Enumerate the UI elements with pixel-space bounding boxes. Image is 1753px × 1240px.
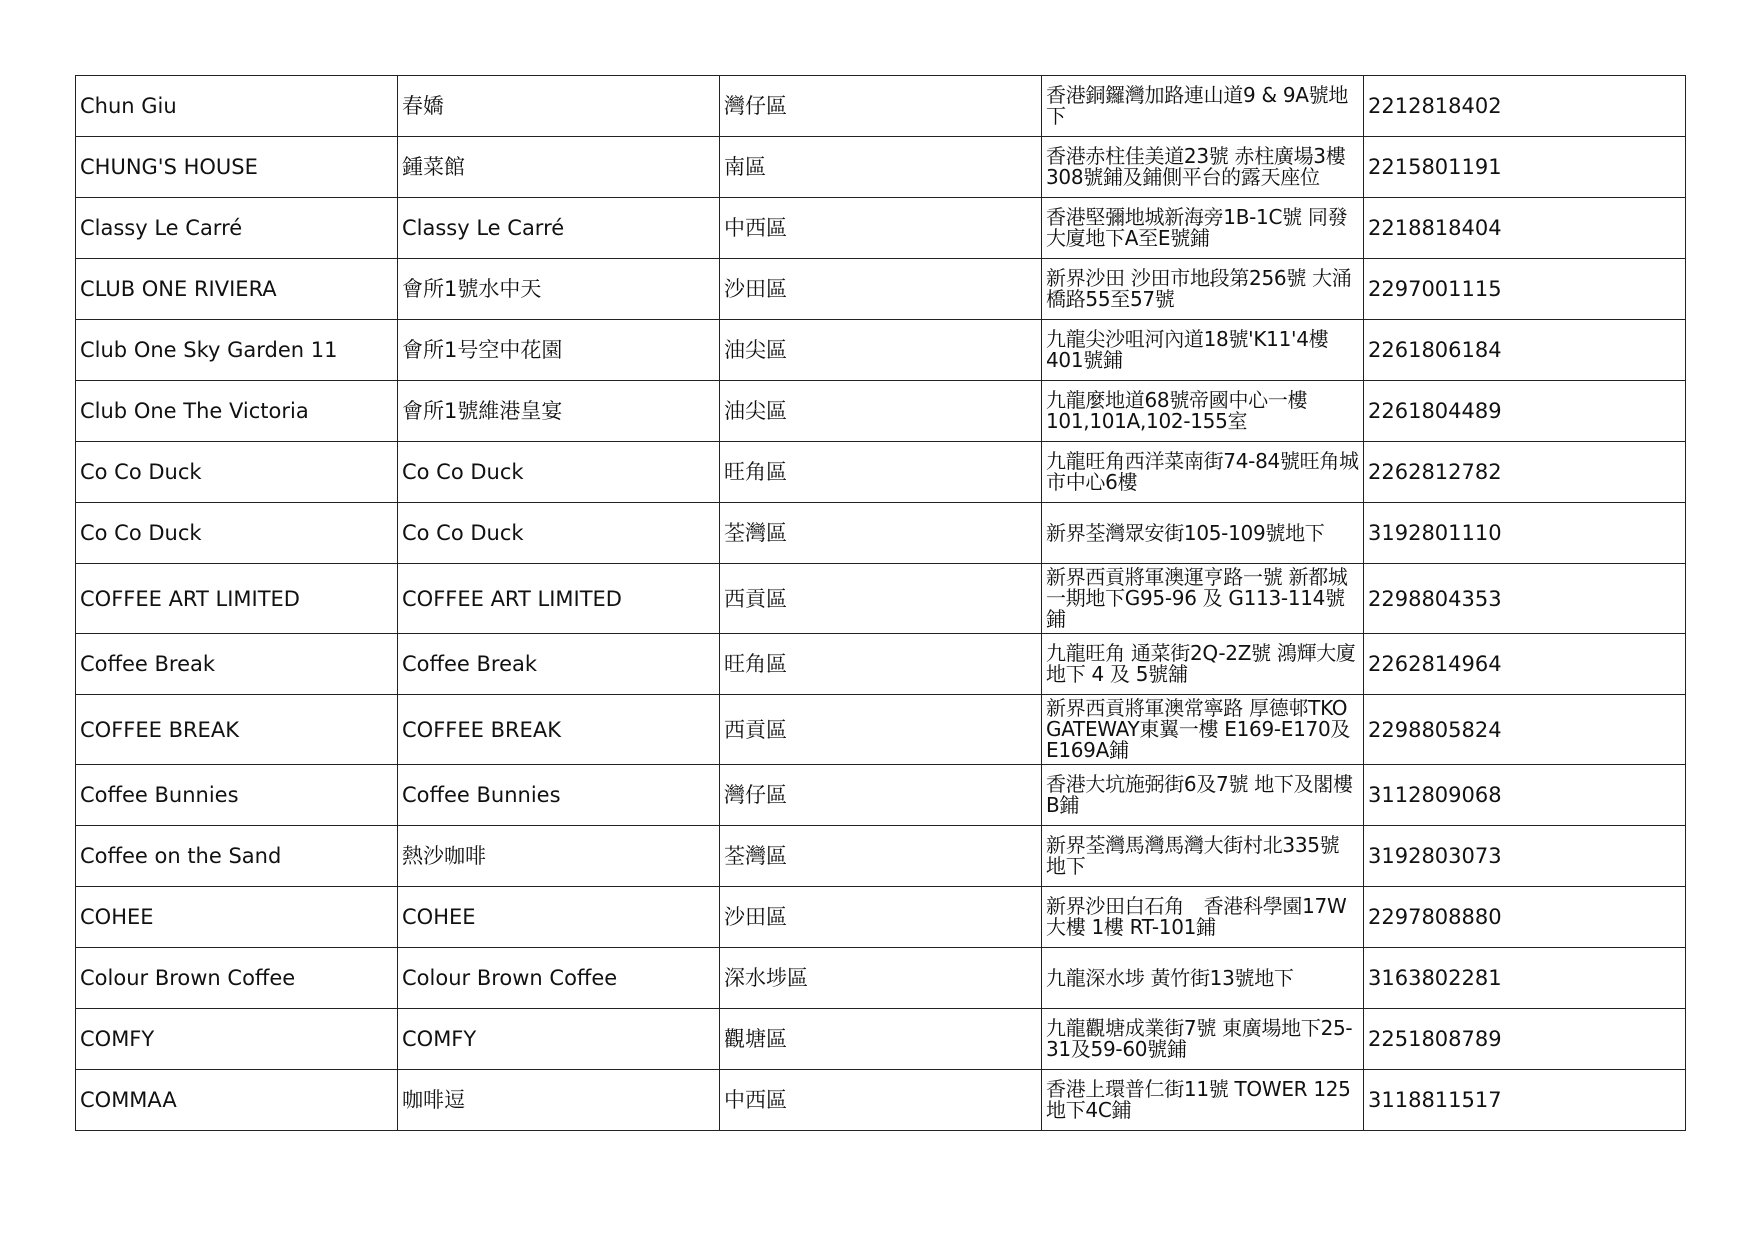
name-chinese-cell: COFFEE BREAK <box>398 695 720 765</box>
address-cell: 新界沙田 沙田市地段第256號 大涌橋路55至57號 <box>1042 259 1364 320</box>
district-cell: 西貢區 <box>720 564 1042 634</box>
phone-cell: 2298804353 <box>1364 564 1686 634</box>
name-chinese-cell: 會所1號水中天 <box>398 259 720 320</box>
district-cell: 荃灣區 <box>720 503 1042 564</box>
phone-cell: 2261804489 <box>1364 381 1686 442</box>
name-chinese-cell: Co Co Duck <box>398 442 720 503</box>
table-row <box>76 76 1686 137</box>
name-english-cell: Colour Brown Coffee <box>76 948 398 1009</box>
phone-cell: 3192801110 <box>1364 503 1686 564</box>
name-chinese-cell: Colour Brown Coffee <box>398 948 720 1009</box>
address-cell: 香港大坑施弼街6及7號 地下及閣樓B鋪 <box>1042 765 1364 826</box>
district-cell: 油尖區 <box>720 320 1042 381</box>
address-cell: 新界西貢將軍澳常寧路 厚德邨TKO GATEWAY東翼一樓 E169-E170及E169A鋪 <box>1042 695 1364 765</box>
table-row <box>76 442 1686 503</box>
table-row <box>76 259 1686 320</box>
name-english-cell: COFFEE BREAK <box>76 695 398 765</box>
name-english-cell: Coffee Bunnies <box>76 765 398 826</box>
address-cell: 新界荃灣馬灣馬灣大街村北335號地下 <box>1042 826 1364 887</box>
phone-cell: 2297001115 <box>1364 259 1686 320</box>
name-chinese-cell: Co Co Duck <box>398 503 720 564</box>
district-cell: 南區 <box>720 137 1042 198</box>
address-cell: 九龍麼地道68號帝國中心一樓101,101A,102-155室 <box>1042 381 1364 442</box>
table-row <box>76 1070 1686 1131</box>
name-english-cell: Club One The Victoria <box>76 381 398 442</box>
district-cell: 油尖區 <box>720 381 1042 442</box>
table-row <box>76 634 1686 695</box>
phone-cell: 2297808880 <box>1364 887 1686 948</box>
address-cell: 九龍觀塘成業街7號 東廣場地下25-31及59-60號鋪 <box>1042 1009 1364 1070</box>
phone-cell: 2212818402 <box>1364 76 1686 137</box>
district-cell: 灣仔區 <box>720 76 1042 137</box>
phone-cell: 2262814964 <box>1364 634 1686 695</box>
phone-cell: 3192803073 <box>1364 826 1686 887</box>
restaurant-table <box>75 75 1686 1131</box>
name-english-cell: CHUNG'S HOUSE <box>76 137 398 198</box>
table-row <box>76 381 1686 442</box>
district-cell: 西貢區 <box>720 695 1042 765</box>
name-english-cell: Coffee on the Sand <box>76 826 398 887</box>
address-cell: 香港銅鑼灣加路連山道9 & 9A號地下 <box>1042 76 1364 137</box>
name-english-cell: Coffee Break <box>76 634 398 695</box>
table-row <box>76 948 1686 1009</box>
phone-cell: 3112809068 <box>1364 765 1686 826</box>
address-cell: 九龍旺角西洋菜南街74-84號旺角城市中心6樓 <box>1042 442 1364 503</box>
table-row <box>76 887 1686 948</box>
name-english-cell: Classy Le Carré <box>76 198 398 259</box>
name-chinese-cell: Coffee Break <box>398 634 720 695</box>
district-cell: 中西區 <box>720 198 1042 259</box>
table-row <box>76 137 1686 198</box>
district-cell: 旺角區 <box>720 634 1042 695</box>
phone-cell: 2251808789 <box>1364 1009 1686 1070</box>
address-cell: 香港赤柱佳美道23號 赤柱廣場3樓308號鋪及鋪側平台的露天座位 <box>1042 137 1364 198</box>
district-cell: 旺角區 <box>720 442 1042 503</box>
table-row <box>76 198 1686 259</box>
phone-cell: 2261806184 <box>1364 320 1686 381</box>
address-cell: 新界沙田白石角 香港科學園17W大樓 1樓 RT-101鋪 <box>1042 887 1364 948</box>
address-cell: 新界荃灣眾安街105-109號地下 <box>1042 503 1364 564</box>
name-chinese-cell: COHEE <box>398 887 720 948</box>
district-cell: 灣仔區 <box>720 765 1042 826</box>
phone-cell: 2298805824 <box>1364 695 1686 765</box>
phone-cell: 2215801191 <box>1364 137 1686 198</box>
name-chinese-cell: 會所1號維港皇宴 <box>398 381 720 442</box>
table-row <box>76 503 1686 564</box>
address-cell: 九龍深水埗 黃竹街13號地下 <box>1042 948 1364 1009</box>
name-english-cell: Club One Sky Garden 11 <box>76 320 398 381</box>
name-english-cell: Co Co Duck <box>76 442 398 503</box>
name-chinese-cell: COFFEE ART LIMITED <box>398 564 720 634</box>
address-cell: 香港堅彌地城新海旁1B-1C號 同發大廈地下A至E號鋪 <box>1042 198 1364 259</box>
name-chinese-cell: COMFY <box>398 1009 720 1070</box>
address-cell: 香港上環普仁街11號 TOWER 125地下4C鋪 <box>1042 1070 1364 1131</box>
document-page <box>75 75 1685 1131</box>
name-chinese-cell: 熱沙咖啡 <box>398 826 720 887</box>
name-english-cell: Chun Giu <box>76 76 398 137</box>
phone-cell: 2262812782 <box>1364 442 1686 503</box>
table-row <box>76 695 1686 765</box>
name-english-cell: COMMAA <box>76 1070 398 1131</box>
name-chinese-cell: Classy Le Carré <box>398 198 720 259</box>
table-row <box>76 1009 1686 1070</box>
phone-cell: 3163802281 <box>1364 948 1686 1009</box>
name-chinese-cell: 鍾菜館 <box>398 137 720 198</box>
district-cell: 觀塘區 <box>720 1009 1042 1070</box>
table-row <box>76 765 1686 826</box>
name-english-cell: Co Co Duck <box>76 503 398 564</box>
name-chinese-cell: 咖啡逗 <box>398 1070 720 1131</box>
address-cell: 新界西貢將軍澳運亨路一號 新都城一期地下G95-96 及 G113-114號鋪 <box>1042 564 1364 634</box>
phone-cell: 3118811517 <box>1364 1070 1686 1131</box>
district-cell: 沙田區 <box>720 259 1042 320</box>
name-english-cell: COMFY <box>76 1009 398 1070</box>
district-cell: 沙田區 <box>720 887 1042 948</box>
name-chinese-cell: Coffee Bunnies <box>398 765 720 826</box>
table-row <box>76 826 1686 887</box>
name-english-cell: COHEE <box>76 887 398 948</box>
name-english-cell: CLUB ONE RIVIERA <box>76 259 398 320</box>
phone-cell: 2218818404 <box>1364 198 1686 259</box>
district-cell: 深水埗區 <box>720 948 1042 1009</box>
district-cell: 荃灣區 <box>720 826 1042 887</box>
address-cell: 九龍旺角 通菜街2Q-2Z號 鴻輝大廈地下 4 及 5號舖 <box>1042 634 1364 695</box>
address-cell: 九龍尖沙咀河內道18號'K11'4樓401號鋪 <box>1042 320 1364 381</box>
table-row <box>76 320 1686 381</box>
name-chinese-cell: 春嬌 <box>398 76 720 137</box>
table-row <box>76 564 1686 634</box>
name-english-cell: COFFEE ART LIMITED <box>76 564 398 634</box>
district-cell: 中西區 <box>720 1070 1042 1131</box>
name-chinese-cell: 會所1号空中花園 <box>398 320 720 381</box>
